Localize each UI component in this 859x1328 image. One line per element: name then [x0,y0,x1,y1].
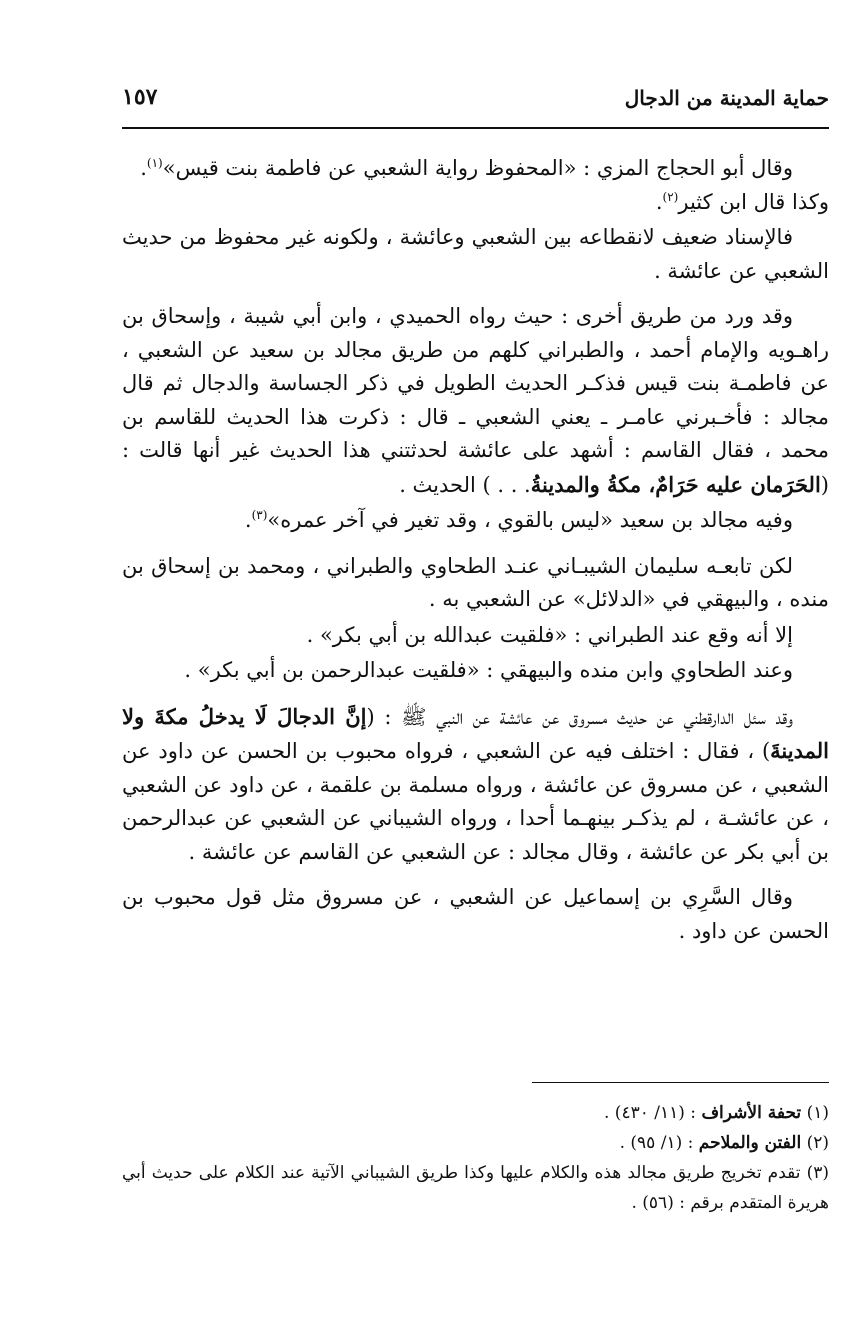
paragraph-text: ) ، فقال : اختلف فيه عن الشعبي ، فرواه محبوب بن الحسن عن داود عن الشعبي ، عن مسروق عن عائشة ، ورواه مسلمة بن علقمة ، عن داود عن الشعبي ، عن عائشـة ، لم يذكـر بينهـما أحدا ، ورواه الشيباني عن الشعبي عن عبدالرحمن بن أبي بكر عن عائشة ، وقال مجالد : عن الشعبي عن القاسم عن عائشة . [122,739,829,864]
paragraph-text: وكذا قال ابن كثير [678,189,829,214]
footnote-text: تقدم تخريج طريق مجالد هذه والكلام عليها وكذا طريق الشيباني الآتية عند الكلام على حديث أبي هريرة المتقدم برقم : (٥٦) . [122,1163,829,1213]
paragraph-text: لكن تابعـه سليمان الشيبـاني عنـد الطحاوي والطبراني ، ومحمد بن إسحاق بن منده ، والبيهقي في «الدلائل» عن الشعبي به . [122,553,829,611]
paragraph-text: . [244,508,252,532]
footnote-ref[interactable]: (١) [146,156,163,170]
paragraph-3 [122,300,829,502]
footnote-2 [122,1128,829,1158]
paragraph-text: وعند الطحاوي وابن منده والبيهقي : «فلقيت عبدالرحمن بن أبي بكر» . [184,658,793,682]
footnote-text: : (١/ ٩٥) . [619,1133,694,1153]
paragraph-1 [122,152,829,219]
paragraph-text: وقال أبو الحجاج المزي : «المحفوظ رواية الشعبي عن فاطمة بنت قيس» [162,156,793,180]
footnote-1 [122,1098,829,1128]
running-title: حماية المدينة من الدجال [624,86,829,110]
footnote-number: (٣) [806,1163,830,1183]
footnote-number: (١) [806,1103,829,1123]
footnote-rule [532,1082,829,1083]
hadith-quote: الحَرَمان عليه حَرَامٌ، مكةُ والمدينةُ [530,471,821,497]
hadith-quote: إنَّ الدجالَ لَا يدخلُ مكةَ ولا المدينةَ [122,703,829,763]
footnote-text: : (١١/ ٤٣٠) . [604,1103,697,1123]
paragraph-text: . . . ) الحديث . [399,472,531,497]
paragraph-text: . [140,156,147,180]
page-header [122,80,829,120]
footnote-ref[interactable]: (٢) [662,189,679,204]
paragraph-text: فالإسناد ضعيف لانقطاعه بين الشعبي وعائشة ، ولكونه غير محفوظ من حديث الشعبي عن عائشة . [122,225,829,283]
page-number: ١٥٧ [122,84,158,110]
paragraph-5 [122,550,829,617]
paragraph-9 [122,881,829,948]
footnote-ref[interactable]: (٣) [251,508,268,522]
header-rule [122,127,829,129]
footnotes [122,1098,829,1218]
footnote-source-title: الفتن والملاحم [698,1133,802,1153]
paragraph-text: وقد سئل الدارقطني عن حديث مسروق عن عائشة عن النبي ﷺ : ( [366,704,793,729]
footnote-source-title: تحفة الأشراف [701,1103,802,1123]
paragraph-2 [122,221,829,288]
footnote-3 [122,1158,829,1218]
paragraph-text: إلا أنه وقع عند الطبراني : «فلقيت عبدالله بن أبي بكر» . [306,622,793,647]
paragraph-text: وقد ورد من طريق أخرى : حيث رواه الحميدي ، وابن أبي شيبة ، وإسحاق بن راهـويه والإمام أحمد ، والطبراني كلهم من طريق مجالد بن سعيد عن الشعبي ، عن فاطمـة بنت قيس فذكـر الحديث الطويل في ذكر الجساسة والدجال ثم قال مجالد : فأخـبرني عامـر ـ يعني الشعبي ـ قال : ذكرت هذا الحديث للقاسم بن محمد ، فقال القاسم : أشهد على عائشة لحدثتني هذا الحديث غير أنها قالت : ( [122,304,829,497]
paragraph-text: وفيه مجالد بن سعيد «ليس بالقوي ، وقد تغير في آخر عمره» [267,508,793,532]
paragraph-6 [122,619,829,653]
paragraph-7 [122,654,829,688]
paragraph-text: . [655,189,663,214]
footnote-number: (٢) [806,1133,829,1153]
paragraph-8 [122,700,829,870]
paragraph-4 [122,504,829,538]
paragraph-text: وقال السَّرِي بن إسماعيل عن الشعبي ، عن مسروق مثل قول محبوب بن الحسن عن داود . [122,885,829,943]
main-text [122,152,829,960]
